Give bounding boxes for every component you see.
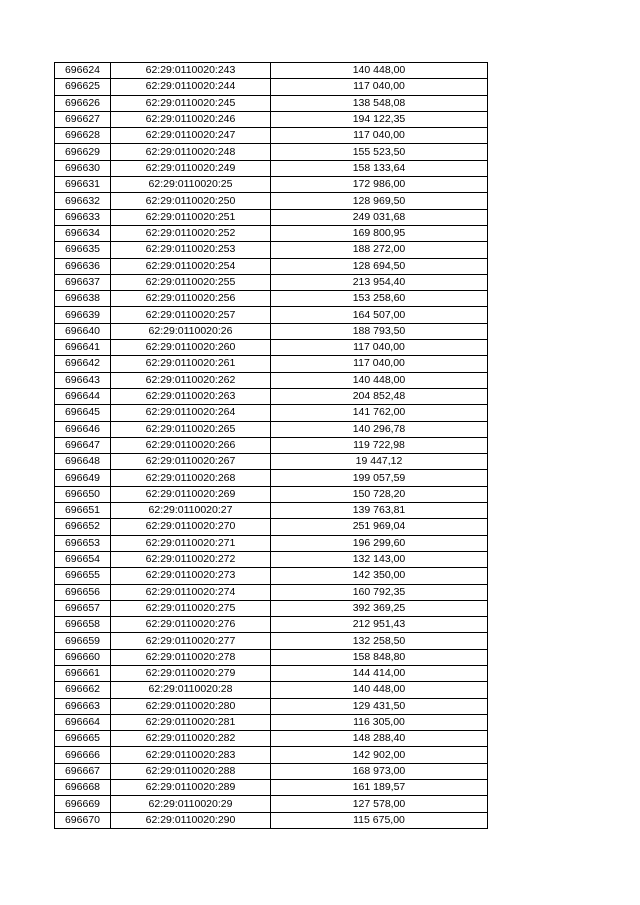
row-id-cell: 696648 [55,454,111,470]
cadastral-number-cell: 62:29:0110020:266 [111,437,271,453]
cadastral-value-cell: 19 447,12 [271,454,488,470]
cadastral-value-cell: 128 969,50 [271,193,488,209]
table-row [55,503,488,519]
cadastral-value-cell: 132 143,00 [271,551,488,567]
cadastral-value-cell: 158 133,64 [271,160,488,176]
table-row [55,682,488,698]
table-row [55,177,488,193]
row-id-cell: 696640 [55,323,111,339]
cadastral-number-cell: 62:29:0110020:278 [111,649,271,665]
cadastral-value-cell: 117 040,00 [271,128,488,144]
cadastral-number-cell: 62:29:0110020:282 [111,731,271,747]
table-row [55,780,488,796]
cadastral-value-cell: 251 969,04 [271,519,488,535]
table-row [55,144,488,160]
row-id-cell: 696630 [55,160,111,176]
cadastral-number-cell: 62:29:0110020:248 [111,144,271,160]
cadastral-value-cell: 140 448,00 [271,63,488,79]
row-id-cell: 696664 [55,714,111,730]
cadastral-value-cell: 212 951,43 [271,617,488,633]
table-body [55,63,488,829]
cadastral-number-cell: 62:29:0110020:254 [111,258,271,274]
cadastral-number-cell: 62:29:0110020:261 [111,356,271,372]
cadastral-number-cell: 62:29:0110020:289 [111,780,271,796]
cadastral-number-cell: 62:29:0110020:243 [111,63,271,79]
row-id-cell: 696643 [55,372,111,388]
cadastral-number-cell: 62:29:0110020:273 [111,568,271,584]
cadastral-number-cell: 62:29:0110020:251 [111,209,271,225]
cadastral-number-cell: 62:29:0110020:25 [111,177,271,193]
cadastral-number-cell: 62:29:0110020:249 [111,160,271,176]
row-id-cell: 696638 [55,291,111,307]
row-id-cell: 696641 [55,340,111,356]
cadastral-number-cell: 62:29:0110020:271 [111,535,271,551]
cadastral-value-cell: 129 431,50 [271,698,488,714]
table-row [55,731,488,747]
table-row [55,405,488,421]
cadastral-value-cell: 142 350,00 [271,568,488,584]
row-id-cell: 696635 [55,242,111,258]
cadastral-value-cell: 392 369,25 [271,600,488,616]
row-id-cell: 696653 [55,535,111,551]
cadastral-value-cell: 128 694,50 [271,258,488,274]
cadastral-number-cell: 62:29:0110020:252 [111,225,271,241]
table-row [55,95,488,111]
cadastral-number-cell: 62:29:0110020:27 [111,503,271,519]
row-id-cell: 696668 [55,780,111,796]
cadastral-value-cell: 153 258,60 [271,291,488,307]
row-id-cell: 696658 [55,617,111,633]
table-row [55,225,488,241]
row-id-cell: 696670 [55,812,111,828]
table-row [55,535,488,551]
cadastral-value-cell: 138 548,08 [271,95,488,111]
cadastral-value-cell: 132 258,50 [271,633,488,649]
cadastral-number-cell: 62:29:0110020:255 [111,274,271,290]
row-id-cell: 696639 [55,307,111,323]
row-id-cell: 696626 [55,95,111,111]
cadastral-value-cell: 169 800,95 [271,225,488,241]
table-row [55,421,488,437]
row-id-cell: 696629 [55,144,111,160]
table-row [55,568,488,584]
row-id-cell: 696637 [55,274,111,290]
cadastral-value-cell: 204 852,48 [271,388,488,404]
cadastral-value-cell: 142 902,00 [271,747,488,763]
cadastral-value-cell: 249 031,68 [271,209,488,225]
cadastral-value-cell: 148 288,40 [271,731,488,747]
row-id-cell: 696634 [55,225,111,241]
table-row [55,63,488,79]
cadastral-number-cell: 62:29:0110020:263 [111,388,271,404]
cadastral-number-cell: 62:29:0110020:247 [111,128,271,144]
cadastral-number-cell: 62:29:0110020:26 [111,323,271,339]
cadastral-value-cell: 140 448,00 [271,372,488,388]
table-row [55,340,488,356]
cadastral-value-cell: 144 414,00 [271,665,488,681]
table-row [55,388,488,404]
table-row [55,356,488,372]
row-id-cell: 696660 [55,649,111,665]
row-id-cell: 696649 [55,470,111,486]
cadastral-value-cell: 155 523,50 [271,144,488,160]
cadastral-value-cell: 188 793,50 [271,323,488,339]
table-row [55,128,488,144]
cadastral-value-cell: 168 973,00 [271,763,488,779]
cadastral-number-cell: 62:29:0110020:281 [111,714,271,730]
cadastral-number-cell: 62:29:0110020:265 [111,421,271,437]
cadastral-number-cell: 62:29:0110020:279 [111,665,271,681]
cadastral-value-table [54,62,488,829]
cadastral-value-cell: 161 189,57 [271,780,488,796]
table-row [55,258,488,274]
table-row [55,470,488,486]
table-row [55,747,488,763]
row-id-cell: 696627 [55,111,111,127]
row-id-cell: 696645 [55,405,111,421]
cadastral-value-cell: 172 986,00 [271,177,488,193]
table-row [55,307,488,323]
row-id-cell: 696644 [55,388,111,404]
table-row [55,486,488,502]
cadastral-value-cell: 141 762,00 [271,405,488,421]
table-row [55,584,488,600]
table-row [55,437,488,453]
cadastral-number-cell: 62:29:0110020:272 [111,551,271,567]
row-id-cell: 696651 [55,503,111,519]
table-row [55,291,488,307]
row-id-cell: 696666 [55,747,111,763]
cadastral-value-cell: 160 792,35 [271,584,488,600]
row-id-cell: 696654 [55,551,111,567]
cadastral-number-cell: 62:29:0110020:250 [111,193,271,209]
cadastral-value-cell: 188 272,00 [271,242,488,258]
cadastral-value-cell: 194 122,35 [271,111,488,127]
row-id-cell: 696633 [55,209,111,225]
cadastral-number-cell: 62:29:0110020:267 [111,454,271,470]
cadastral-value-cell: 158 848,80 [271,649,488,665]
table-row [55,242,488,258]
cadastral-number-cell: 62:29:0110020:270 [111,519,271,535]
cadastral-number-cell: 62:29:0110020:280 [111,698,271,714]
cadastral-number-cell: 62:29:0110020:244 [111,79,271,95]
cadastral-value-cell: 117 040,00 [271,340,488,356]
cadastral-number-cell: 62:29:0110020:264 [111,405,271,421]
row-id-cell: 696657 [55,600,111,616]
row-id-cell: 696655 [55,568,111,584]
cadastral-number-cell: 62:29:0110020:256 [111,291,271,307]
cadastral-value-cell: 150 728,20 [271,486,488,502]
cadastral-number-cell: 62:29:0110020:262 [111,372,271,388]
cadastral-number-cell: 62:29:0110020:260 [111,340,271,356]
row-id-cell: 696624 [55,63,111,79]
row-id-cell: 696647 [55,437,111,453]
table-row [55,519,488,535]
cadastral-number-cell: 62:29:0110020:283 [111,747,271,763]
row-id-cell: 696667 [55,763,111,779]
row-id-cell: 696661 [55,665,111,681]
table-row [55,698,488,714]
cadastral-value-cell: 117 040,00 [271,356,488,372]
cadastral-number-cell: 62:29:0110020:290 [111,812,271,828]
table-row [55,79,488,95]
cadastral-value-cell: 115 675,00 [271,812,488,828]
cadastral-number-cell: 62:29:0110020:29 [111,796,271,812]
table-row [55,111,488,127]
row-id-cell: 696665 [55,731,111,747]
table-row [55,714,488,730]
row-id-cell: 696646 [55,421,111,437]
cadastral-number-cell: 62:29:0110020:257 [111,307,271,323]
table-row [55,665,488,681]
table-row [55,323,488,339]
row-id-cell: 696628 [55,128,111,144]
row-id-cell: 696656 [55,584,111,600]
cadastral-number-cell: 62:29:0110020:288 [111,763,271,779]
row-id-cell: 696652 [55,519,111,535]
table-row [55,274,488,290]
cadastral-number-cell: 62:29:0110020:28 [111,682,271,698]
row-id-cell: 696659 [55,633,111,649]
cadastral-value-cell: 116 305,00 [271,714,488,730]
row-id-cell: 696642 [55,356,111,372]
cadastral-number-cell: 62:29:0110020:245 [111,95,271,111]
cadastral-value-cell: 117 040,00 [271,79,488,95]
row-id-cell: 696625 [55,79,111,95]
row-id-cell: 696663 [55,698,111,714]
row-id-cell: 696669 [55,796,111,812]
cadastral-value-cell: 119 722,98 [271,437,488,453]
cadastral-value-cell: 164 507,00 [271,307,488,323]
cadastral-value-cell: 140 448,00 [271,682,488,698]
table-row [55,600,488,616]
table-row [55,454,488,470]
cadastral-number-cell: 62:29:0110020:246 [111,111,271,127]
row-id-cell: 696631 [55,177,111,193]
cadastral-number-cell: 62:29:0110020:253 [111,242,271,258]
cadastral-value-cell: 140 296,78 [271,421,488,437]
cadastral-number-cell: 62:29:0110020:268 [111,470,271,486]
cadastral-number-cell: 62:29:0110020:275 [111,600,271,616]
row-id-cell: 696662 [55,682,111,698]
table-row [55,209,488,225]
table-row [55,633,488,649]
table-row [55,796,488,812]
table-row [55,617,488,633]
cadastral-number-cell: 62:29:0110020:269 [111,486,271,502]
cadastral-number-cell: 62:29:0110020:276 [111,617,271,633]
row-id-cell: 696650 [55,486,111,502]
table-row [55,763,488,779]
cadastral-value-cell: 213 954,40 [271,274,488,290]
table-row [55,193,488,209]
cadastral-number-cell: 62:29:0110020:277 [111,633,271,649]
cadastral-value-cell: 196 299,60 [271,535,488,551]
row-id-cell: 696632 [55,193,111,209]
row-id-cell: 696636 [55,258,111,274]
table-row [55,160,488,176]
cadastral-number-cell: 62:29:0110020:274 [111,584,271,600]
cadastral-value-cell: 127 578,00 [271,796,488,812]
cadastral-value-cell: 139 763,81 [271,503,488,519]
table-row [55,551,488,567]
table-row [55,372,488,388]
table-row [55,649,488,665]
table-row [55,812,488,828]
cadastral-value-cell: 199 057,59 [271,470,488,486]
